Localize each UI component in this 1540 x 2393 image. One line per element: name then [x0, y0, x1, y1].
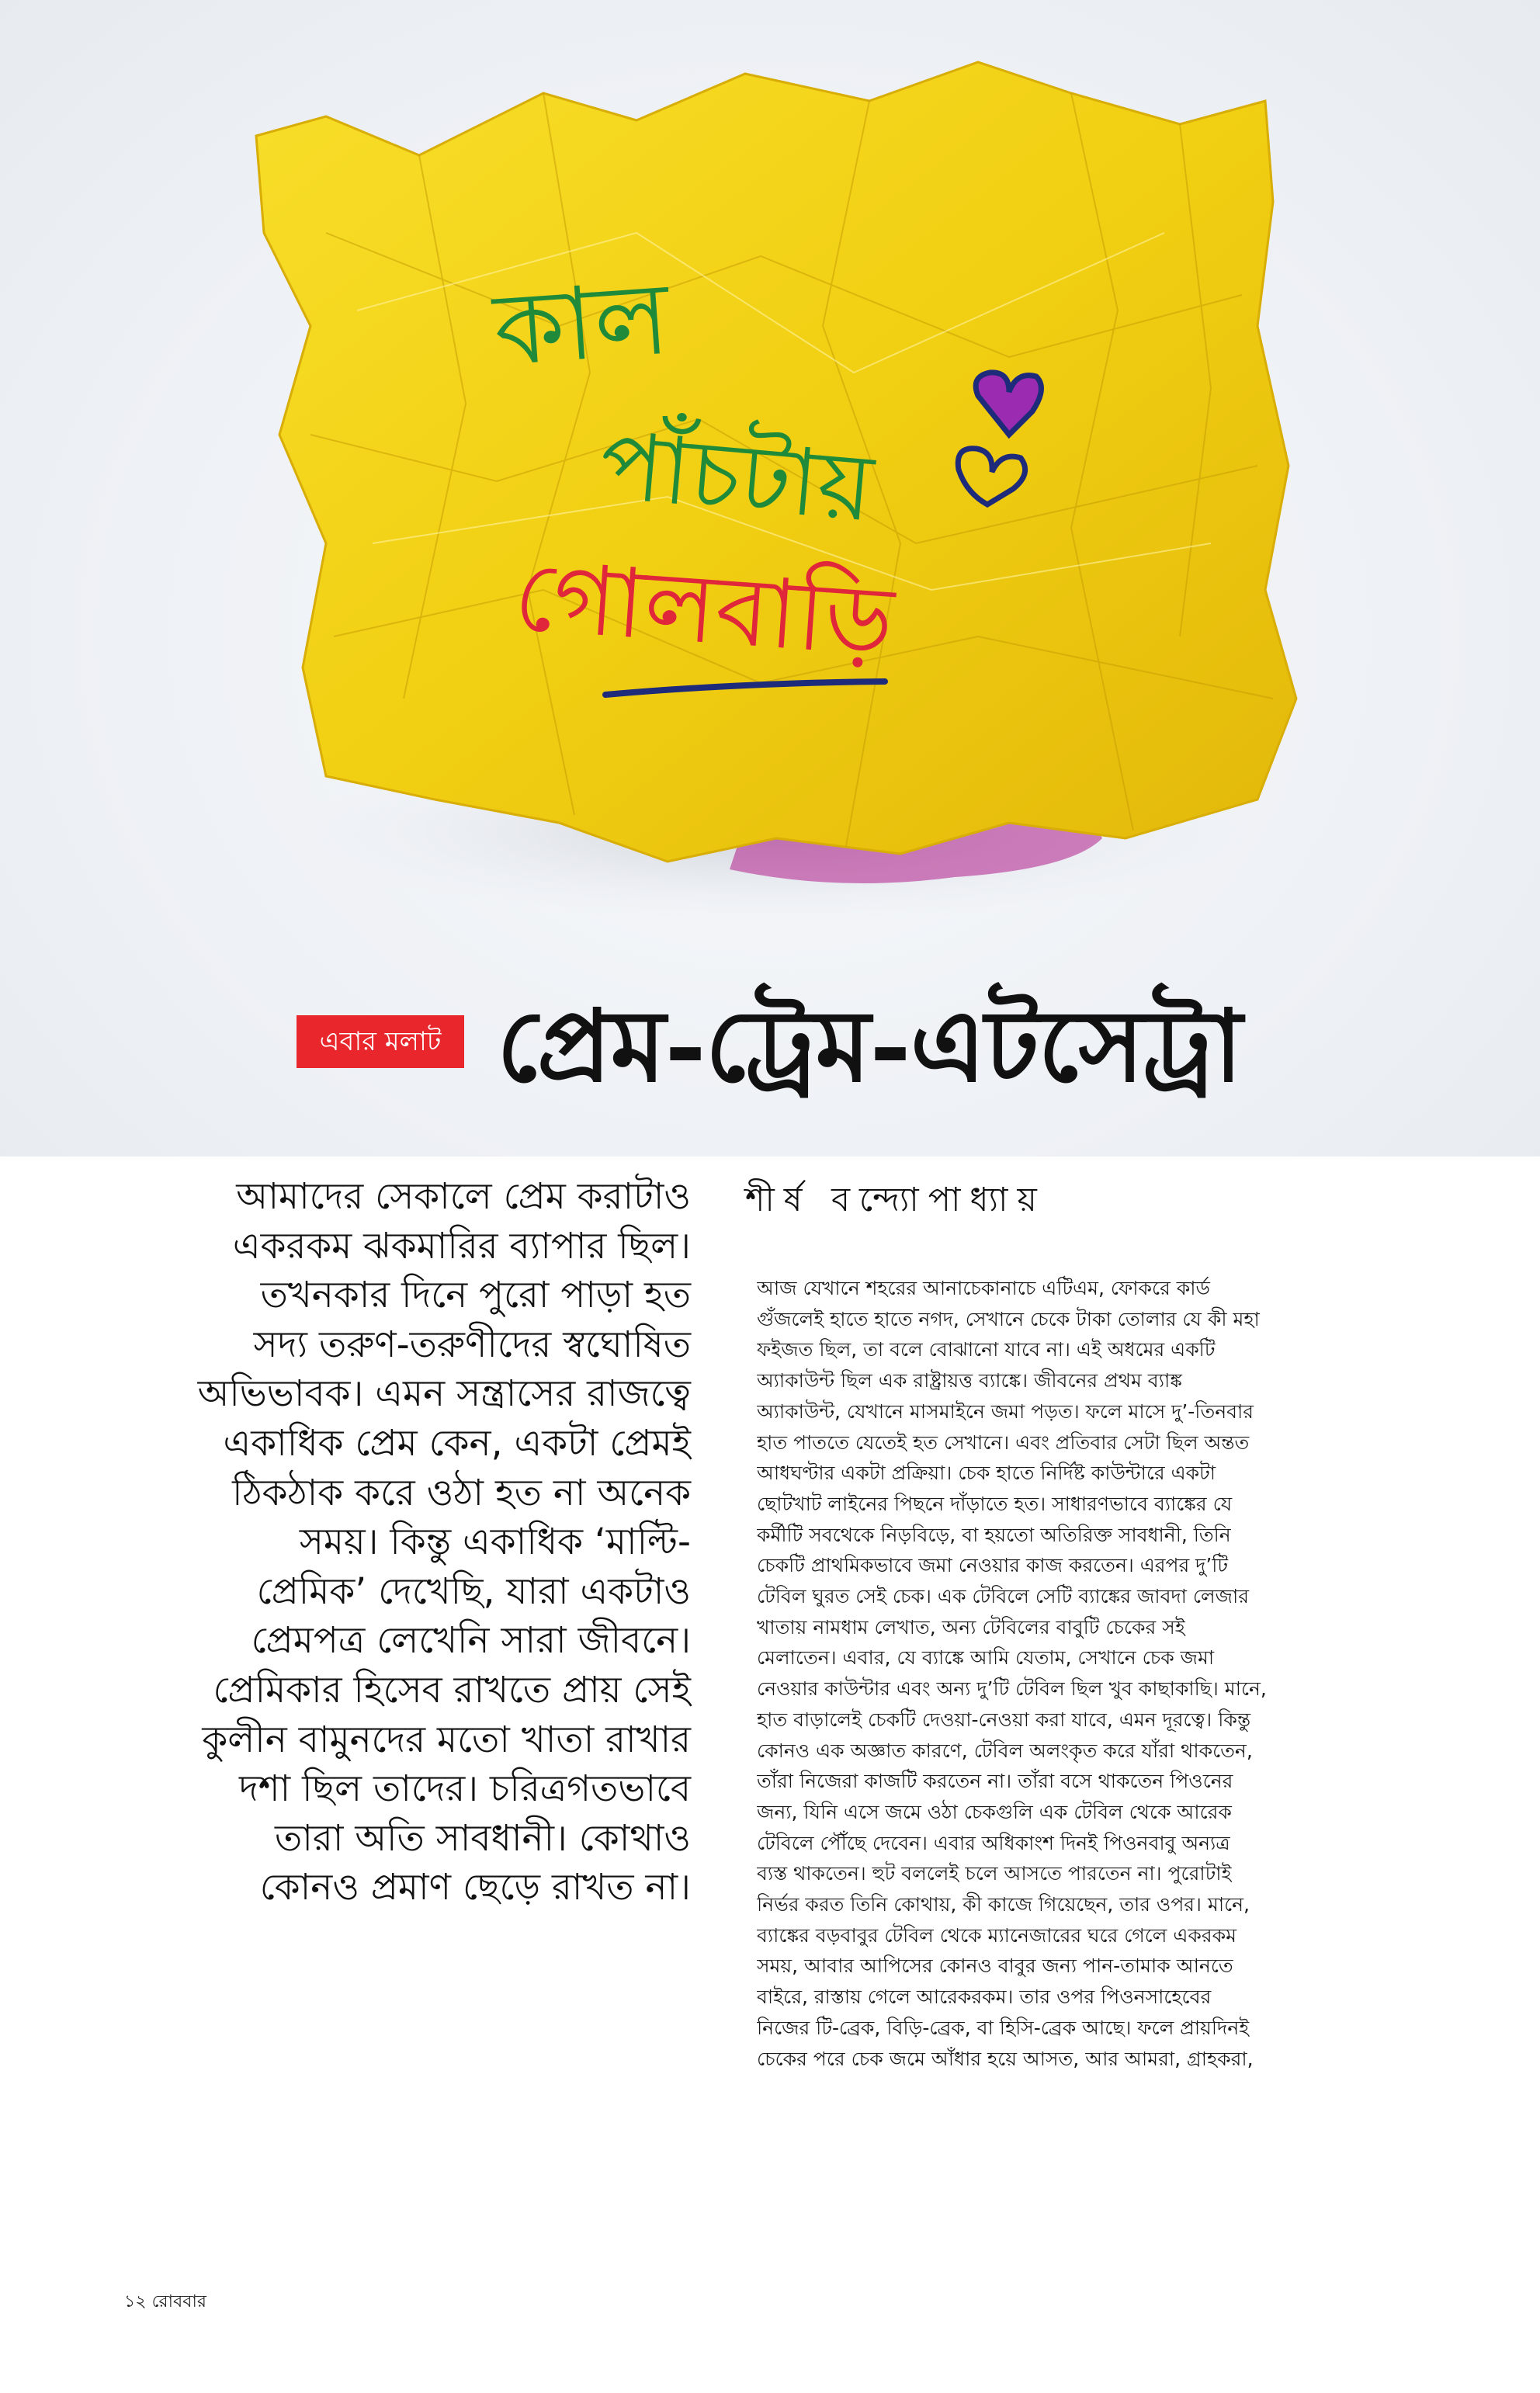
body-line: টেবিলে পৌঁছে দেবেন। এবার অধিকাংশ দিনই পিওনবাবু অন্যত্র: [757, 1831, 1230, 1854]
pull-quote-line: প্রেমিক’ দেখেছি, যারা একটাও: [256, 1569, 691, 1613]
pull-quote: [101, 1172, 691, 1913]
pull-quote-line: তারা অতি সাবধানী। কোথাও: [275, 1816, 691, 1860]
pull-quote-line: প্রেমিকার হিসেব রাখতে প্রায় সেই: [213, 1668, 691, 1712]
pull-quote-line: কোনও প্রমাণ ছেড়ে রাখত না।: [259, 1866, 691, 1909]
body-line: হাত বাড়ালেই চেকটি দেওয়া-নেওয়া করা যাবে, এমন দূরত্বে। কিন্তু: [757, 1708, 1251, 1731]
pull-quote-line: একরকম ঝকমারির ব্যাপার ছিল।: [232, 1224, 691, 1268]
body-line: মেলাতেন। এবার, যে ব্যাঙ্কে আমি যেতাম, সেখানে চেক জমা: [757, 1646, 1215, 1670]
note-line-2: পাঁচটায়: [595, 411, 878, 543]
pull-quote-line: অভিভাবক। এমন সন্ত্রাসের রাজত্বে: [197, 1372, 691, 1416]
pull-quote-line: সময়। কিন্তু একাধিক ‘মাল্টি-: [299, 1521, 691, 1564]
body-line: আজ যেখানে শহরের আনাচেকানাচে এটিএম, ফোকরে কার্ড: [757, 1277, 1210, 1299]
article-body: [757, 1273, 1440, 2074]
body-line: জন্য, যিনি এসে জমে ওঠা চেকগুলি এক টেবিল থেকে আরেক: [757, 1800, 1232, 1823]
body-line: গুঁজলেই হাতে হাতে নগদ, সেখানে চেকে টাকা তোলার যে কী মহা: [757, 1307, 1260, 1330]
body-line: নেওয়ার কাউন্টার এবং অন্য দু’টি টেবিল ছিল খুব কাছাকাছি। মানে,: [757, 1677, 1267, 1701]
cover-photo: [0, 0, 1540, 1157]
body-line: টেবিল ঘুরত সেই চেক। এক টেবিলে সেটি ব্যাঙ্কের জাবদা লেজার: [757, 1585, 1250, 1608]
body-line: অ্যাকাউন্ট ছিল এক রাষ্ট্রায়ত্ত ব্যাঙ্কে। জীবনের প্রথম ব্যাঙ্ক: [757, 1369, 1182, 1392]
body-line: নির্ভর করত তিনি কোথায়, কী কাজে গিয়েছেন, তার ওপর। মানে,: [757, 1893, 1250, 1916]
body-line: চেকের পরে চেক জমে আঁধার হয়ে আসত, আর আমরা, গ্রাহকরা,: [757, 2047, 1254, 2070]
pull-quote-line: আমাদের সেকালে প্রেম করাটাও: [236, 1175, 691, 1218]
body-line: বাইরে, রাস্তায় গেলে আরেকরকম। তার ওপর পিওনসাহেবের: [757, 1985, 1212, 2009]
body-line: ব্যস্ত থাকতেন। হুট বললেই চলে আসতে পারতেন না। পুরোটাই: [757, 1862, 1232, 1885]
author-byline: শীর্ষ বন্দ্যোপাধ্যায়: [745, 1181, 1046, 1219]
body-line: তাঁরা নিজেরা কাজটি করতেন না। তাঁরা বসে থাকতেন পিওনের: [757, 1770, 1233, 1793]
note-line-3: গোলবাড়ি: [510, 540, 897, 679]
body-line: কোনও এক অজ্ঞাত কারণে, টেবিল অলংকৃত করে যাঁরা থাকতেন,: [757, 1739, 1253, 1762]
body-line: সময়, আবার আপিসের কোনও বাবুর জন্য পান-তামাক আনতে: [757, 1954, 1233, 1978]
body-line: ফইজত ছিল, তা বলে বোঝানো যাবে না। এই অধমের একটি: [757, 1338, 1216, 1361]
pull-quote-line: ঠিকঠাক করে ওঠা হত না অনেক: [232, 1471, 691, 1514]
pull-quote-line: তখনকার দিনে পুরো পাড়া হত: [260, 1274, 691, 1317]
pull-quote-line: সদ্য তরুণ-তরুণীদের স্বঘোষিত: [253, 1323, 691, 1366]
pull-quote-line: কুলীন বামুনদের মতো খাতা রাখার: [202, 1718, 691, 1761]
pull-quote-line: প্রেমপত্র লেখেনি সারা জীবনে।: [251, 1619, 691, 1663]
body-line: চেকটি প্রাথমিকভাবে জমা নেওয়ার কাজ করতেন। এরপর দু’টি: [757, 1554, 1229, 1577]
pull-quote-line: একাধিক প্রেম কেন, একটা প্রেমই: [223, 1421, 691, 1465]
body-line: কর্মীটি সবথেকে নিড়বিড়ে, বা হয়তো অতিরিক্ত সাবধানী, তিনি: [757, 1523, 1231, 1546]
page-folio: ১২ রোববার: [124, 2292, 206, 2311]
body-line: হাত পাততে যেতেই হত সেখানে। এবং প্রতিবার সেটা ছিল অন্তত: [757, 1431, 1250, 1454]
body-line: ছোটখাট লাইনের পিছনে দাঁড়াতে হত। সাধারণভাবে ব্যাঙ্কের যে: [757, 1492, 1233, 1515]
body-line: ব্যাঙ্কের বড়বাবুর টেবিল থেকে ম্যানেজারের ঘরে গেলে একরকম: [757, 1923, 1237, 1947]
body-line: নিজের টি-ব্রেক, বিড়ি-ব্রেক, বা হিসি-ব্রেক আছে। ফলে প্রায়দিনই: [757, 2016, 1250, 2039]
body-line: খাতায় নামধাম লেখাত, অন্য টেবিলের বাবুটি চেকের সই: [757, 1615, 1185, 1639]
headline: প্রেম-ট্রেম-এটসেট্রা: [497, 988, 1242, 1105]
body-line: আধঘণ্টার একটা প্রক্রিয়া। চেক হাতে নির্দিষ্ট কাউন্টারে একটা: [757, 1462, 1216, 1485]
pull-quote-line: দশা ছিল তাদের। চরিত্রগতভাবে: [239, 1767, 691, 1811]
section-label: এবার মলাট: [297, 1015, 464, 1068]
body-line: অ্যাকাউন্ট, যেখানে মাসমাইনে জমা পড়ত। ফলে মাসে দু’-তিনবার: [757, 1399, 1254, 1423]
note-line-1: কাল: [490, 258, 674, 389]
crumpled-paper-illustration: [0, 0, 1540, 1157]
